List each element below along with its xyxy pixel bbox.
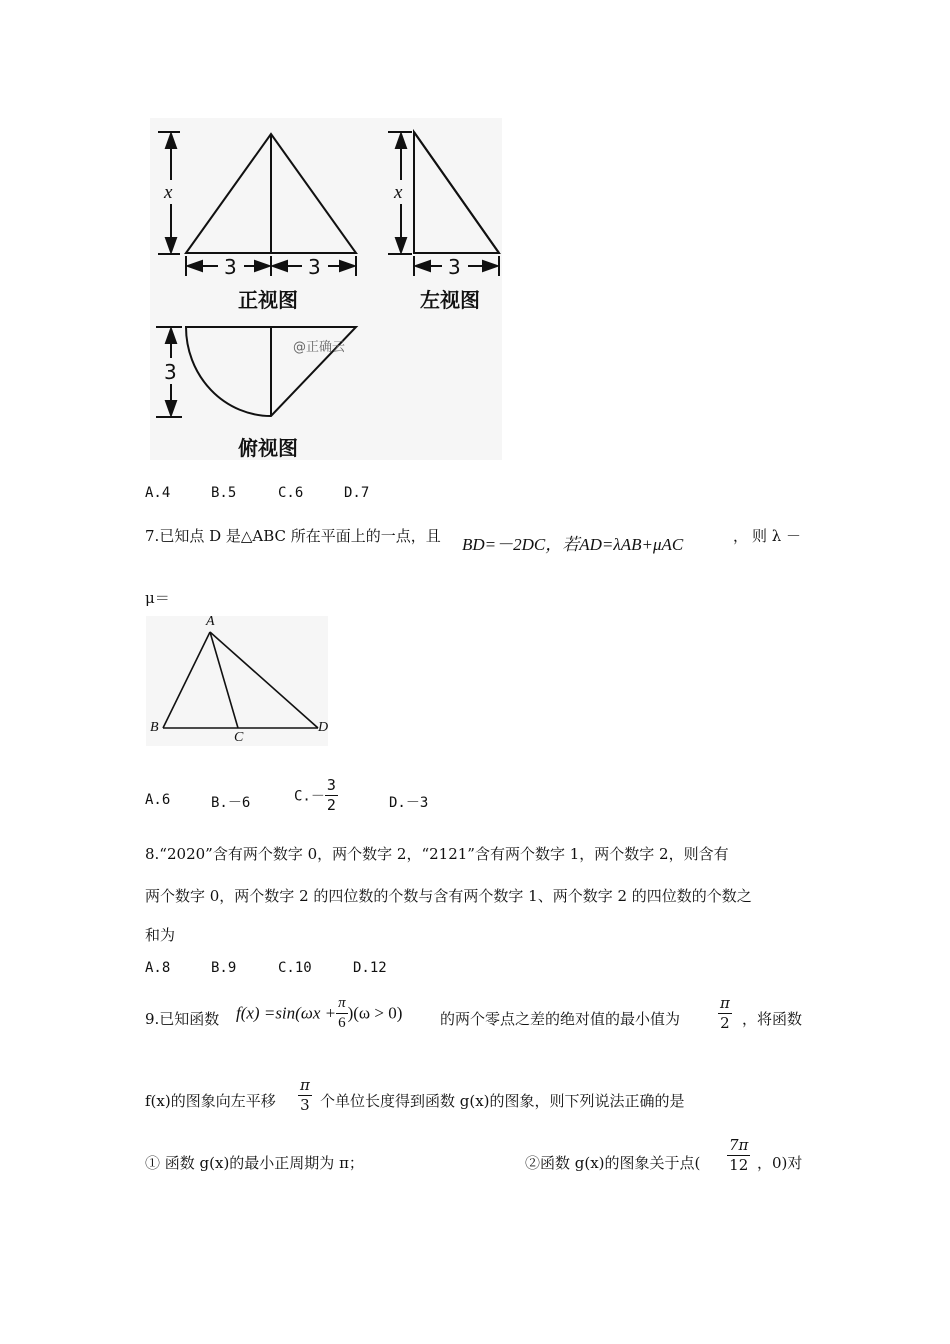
q9-pi-num-3: π [300,1076,310,1094]
left-width-label: 3 [448,255,461,279]
watermark: @正确云 [293,340,346,355]
top-height-label: 3 [164,360,177,384]
q9-func-expr: f(x) =sin(ωx + [236,1003,337,1023]
q7-option-b: B.－6 [211,795,251,811]
q7-option-c [294,778,338,813]
q7-option-a: A.6 [145,792,171,808]
q9-pi-over-3 [298,1078,312,1113]
q9-function [236,996,402,1031]
point-c-label: C [234,730,244,745]
q8-option-d: D.12 [353,960,387,976]
q9-item-2a: ②函数 g(x)的图象关于点( [525,1154,701,1172]
q9-line2-b: 个单位长度得到函数 g(x)的图象，则下列说法正确的是 [320,1092,685,1110]
q9-item-1: ① 函数 g(x)的最小正周期为 π； [145,1154,364,1172]
q7-option-c-fraction [325,778,338,813]
q9-text-end: ，将函数 [742,1010,803,1028]
q9-six-den: 6 [338,1015,346,1031]
q9-seven-pi-num: 7π [729,1136,749,1154]
front-view-caption: 正视图 [238,288,298,312]
front-height-label: x [164,182,173,203]
q9-seven-pi-frac [727,1138,750,1173]
point-b-label: B [150,720,159,735]
q9-after: )(ω > 0) [347,1003,403,1023]
left-view-caption: 左视图 [420,288,480,312]
left-height-label: x [394,182,403,203]
q8-option-b: B.9 [211,960,237,976]
q9-pi-num: π [336,996,348,1014]
point-d-label: D [318,720,329,735]
q8-line-2: 两个数字 0，两个数字 2 的四位数的个数与含有两个数字 1、两个数字 2 的四位数的个数之 [145,887,752,905]
q8-option-a: A.8 [145,960,171,976]
q7-text-c: μ＝ [145,589,170,607]
q7-option-c-denominator: 2 [326,796,336,814]
q7-text-b: 则 λ － [752,527,802,545]
q7-vector-equation: BD=－2DC，若AD=λAB+μAC [462,535,684,554]
q9-seven-pi-over-12 [727,1138,750,1173]
q9-pi-over-6 [336,996,348,1031]
front-width-label-right: 3 [308,255,321,279]
q7-option-c-prefix: C.－ [294,788,325,805]
q9-three-den: 3 [300,1096,310,1114]
front-width-label-left: 3 [224,255,237,279]
q7-number: 7. [145,527,160,545]
q6-option-b: B.5 [211,485,237,501]
q6-option-d: D.7 [344,485,370,501]
q9-two-den: 2 [720,1014,730,1032]
q9-pi-over-2-frac [718,996,732,1031]
q9-twelve-den: 12 [729,1156,749,1174]
q7-triangle-drawing [146,616,328,746]
q6-option-a: A.4 [145,485,171,501]
q9-item-2b: ，0)对 [757,1154,803,1172]
q7-option-d: D.－3 [389,795,429,811]
q7-stem [145,525,441,546]
q6-option-c: C.6 [278,485,304,501]
q9-pi-num-2: π [720,994,730,1012]
q7-option-c-numerator: 3 [326,776,336,794]
three-view-figure [150,118,502,460]
q8-line-1: 8.“2020”含有两个数字 0，两个数字 2，“2121”含有两个数字 1，两个数字 2，则含有 [145,845,729,863]
top-view-caption: 俯视图 [238,436,298,460]
q9-prefix: 9.已知函数 [145,1010,220,1028]
q9-pi-over-2 [718,996,732,1031]
q7-triangle-figure [146,616,328,746]
q7-comma: ， [733,527,749,545]
q9-pi-over-3-frac [298,1078,312,1113]
q8-option-c: C.10 [278,960,312,976]
q8-line-3: 和为 [145,926,176,944]
q9-text-mid: 的两个零点之差的绝对值的最小值为 [440,1010,681,1028]
point-a-label: A [206,614,215,629]
q9-line2-a: f(x)的图象向左平移 [145,1092,276,1110]
q7-text-a: 已知点 D 是△ABC 所在平面上的一点，且 [159,527,441,545]
